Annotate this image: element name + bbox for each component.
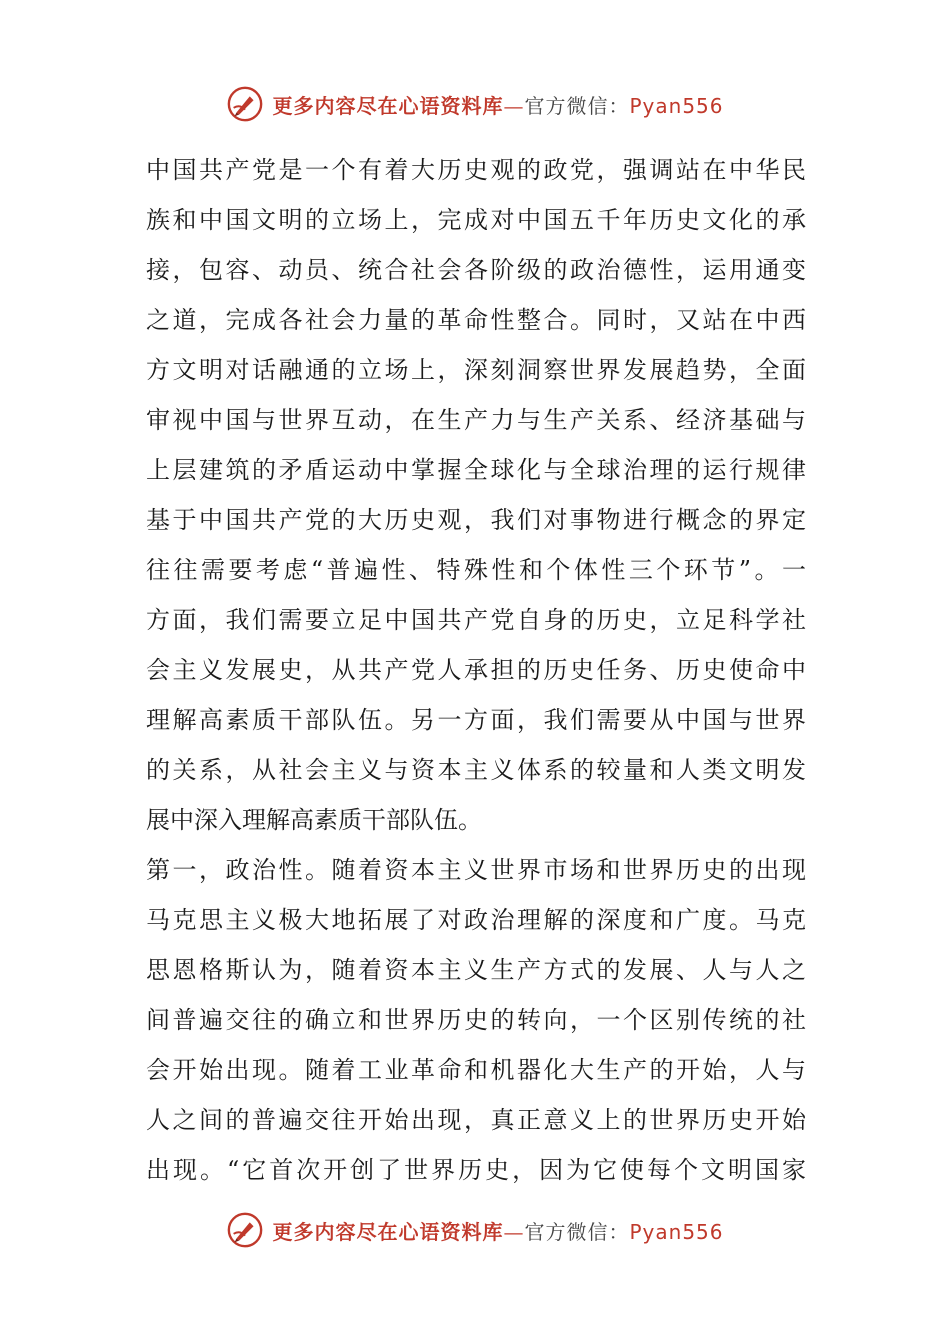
text-line: 基于中国共产党的大历史观，我们对事物进行概念的界定 <box>146 506 806 534</box>
text-line: 中国共产党是一个有着大历史观的政党，强调站在中华民 <box>146 156 806 184</box>
header-dash: — <box>503 93 525 118</box>
text-line: 展中深入理解高素质干部队伍。 <box>146 806 482 834</box>
header-watermark-banner <box>0 82 950 126</box>
footer-wechat-label: 官方微信： <box>524 1219 630 1244</box>
pen-nib-logo-icon <box>226 85 264 123</box>
text-line: 方面，我们需要立足中国共产党自身的历史，立足科学社 <box>146 606 806 634</box>
text-line: 人之间的普遍交往开始出现，真正意义上的世界历史开始 <box>146 1106 806 1134</box>
text-line: 会开始出现。随着工业革命和机器化大生产的开始，人与 <box>146 1056 806 1084</box>
text-line: 的关系，从社会主义与资本主义体系的较量和人类文明发 <box>146 756 806 784</box>
footer-wechat-id: Pyan556 <box>629 1219 724 1244</box>
text-line: 方文明对话融通的立场上，深刻洞察世界发展趋势，全面 <box>146 356 806 384</box>
text-line: 接，包容、动员、统合社会各阶级的政治德性，运用通变 <box>146 256 806 284</box>
pen-nib-logo-icon <box>226 1211 264 1249</box>
header-wechat-label: 官方微信： <box>524 93 630 118</box>
header-wechat-id: Pyan556 <box>629 93 724 118</box>
text-line: 审视中国与世界互动，在生产力与生产关系、经济基础与 <box>146 406 806 434</box>
footer-brand-text: 更多内容尽在心语资料库 <box>272 1219 504 1244</box>
text-line: 思恩格斯认为，随着资本主义生产方式的发展、人与人之 <box>146 956 806 984</box>
header-brand-text: 更多内容尽在心语资料库 <box>272 93 504 118</box>
text-line: 第一，政治性。随着资本主义世界市场和世界历史的出现 <box>146 856 806 884</box>
header-banner-text <box>272 90 723 119</box>
text-line: 马克思主义极大地拓展了对政治理解的深度和广度。马克 <box>146 906 806 934</box>
text-line: 往往需要考虑“普遍性、特殊性和个体性三个环节”。一 <box>146 556 806 584</box>
text-line: 会主义发展史，从共产党人承担的历史任务、历史使命中 <box>146 656 806 684</box>
footer-banner-text <box>272 1216 723 1245</box>
text-line: 理解高素质干部队伍。另一方面，我们需要从中国与世界 <box>146 706 806 734</box>
document-body <box>146 145 806 1195</box>
text-line: 之道，完成各社会力量的革命性整合。同时，又站在中西 <box>146 306 806 334</box>
text-line: 上层建筑的矛盾运动中掌握全球化与全球治理的运行规律 <box>146 456 806 484</box>
text-line: 间普遍交往的确立和世界历史的转向，一个区别传统的社 <box>146 1006 806 1034</box>
footer-dash: — <box>503 1219 525 1244</box>
footer-watermark-banner <box>0 1208 950 1252</box>
text-line: 出现。“它首次开创了世界历史，因为它使每个文明国家 <box>146 1156 806 1184</box>
text-line: 族和中国文明的立场上，完成对中国五千年历史文化的承 <box>146 206 806 234</box>
